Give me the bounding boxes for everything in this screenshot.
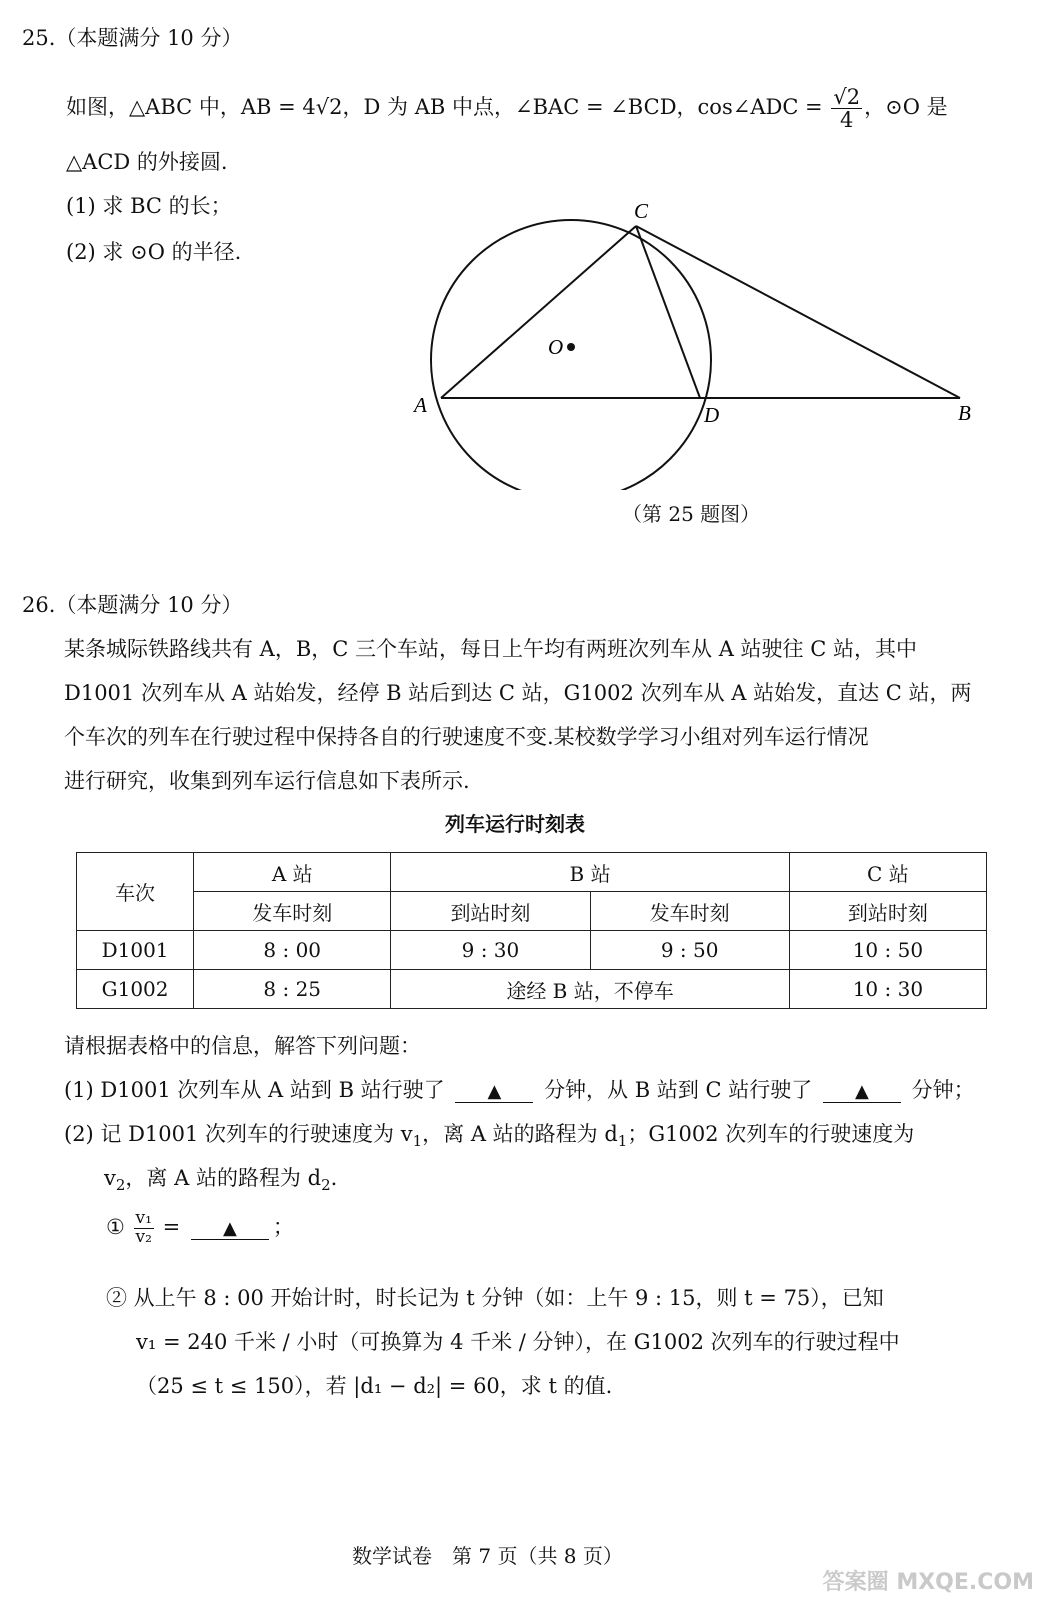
sub-a-depart: 发车时刻 [194, 892, 391, 931]
q25-geometry-figure [400, 190, 1000, 490]
q26-header: 26.（本题满分 10 分） [22, 593, 243, 617]
sub-c-arrive: 到站时刻 [789, 892, 986, 931]
cell-c-arrive: 10 : 30 [789, 970, 986, 1009]
circled-one: ① [106, 1214, 125, 1239]
q26-subpart2-line1: ② 从上午 8 : 00 开始计时，时长记为 t 分钟（如：上午 9 : 15，则 t = 75），已知 [106, 1286, 884, 1310]
q25-header: 25.（本题满分 10 分） [22, 26, 243, 50]
q26-para-line4: 进行研究，收集到列车运行信息如下表所示. [64, 769, 470, 793]
q26-part2-line2 [104, 1162, 337, 1194]
label-a: A [414, 393, 427, 417]
cell-b-depart: 9 : 50 [590, 931, 789, 970]
subscript: 1 [617, 1132, 628, 1151]
speed-ratio-fraction [134, 1210, 154, 1247]
cell-c-arrive: 10 : 50 [789, 931, 986, 970]
q26-part1 [64, 1074, 975, 1104]
timetable-title: 列车运行时刻表 [445, 812, 585, 836]
cell-train: G1002 [77, 970, 194, 1009]
q25-stem-line2: △ACD 的外接圆. [66, 150, 228, 174]
answer-blank [455, 1078, 533, 1103]
q26-intro: 请根据表格中的信息，解答下列问题： [64, 1034, 421, 1058]
ratio-den: v₂ [135, 1226, 152, 1247]
q26-para-line2: D1001 次列车从 A 站始发，经停 B 站后到达 C 站，G1002 次列车从 A 站始发，直达 C 站，两 [64, 681, 972, 705]
subscript: 1 [412, 1132, 423, 1151]
q26-part1-text-c: 分钟； [911, 1078, 975, 1102]
label-b: B [958, 401, 971, 425]
q26-subpart1 [106, 1210, 294, 1247]
table-row [77, 931, 987, 970]
segment-ac [441, 226, 636, 398]
table-row [77, 970, 987, 1009]
q25-part2: (2) 求 ⊙O 的半径. [66, 240, 242, 264]
q25-stem-line1 [66, 86, 948, 131]
q26-part2-text-b: ，离 A 站的路程为 d [422, 1122, 618, 1146]
q26-part1-text-b: 分钟，从 B 站到 C 站行驶了 [544, 1078, 813, 1102]
watermark: 答案圈 MXQE.COM [822, 1570, 1034, 1595]
q26-para-line3: 个车次的列车在行驶过程中保持各自的行驶速度不变.某校数学学习小组对列车运行情况 [64, 725, 869, 749]
cell-b-arrive: 9 : 30 [391, 931, 590, 970]
q26-subpart1-end: ； [272, 1214, 294, 1239]
blank-triangle-icon: ▲ [223, 1217, 237, 1239]
label-c: C [634, 199, 649, 223]
circumcircle-o [431, 220, 711, 490]
blank-triangle-icon: ▲ [855, 1081, 869, 1102]
header-train: 车次 [77, 853, 194, 931]
cell-train: D1001 [77, 931, 194, 970]
segment-cd [636, 226, 700, 398]
q25-cos-fraction [831, 86, 862, 131]
answer-blank [823, 1078, 901, 1103]
center-point-o [567, 343, 575, 351]
page-footer: 数学试卷 第 7 页（共 8 页） [352, 1544, 623, 1568]
q25-stem-text-a: 如图，△ABC 中，AB = 4 [66, 95, 316, 120]
subscript: 2 [115, 1176, 126, 1195]
cell-a-depart: 8 : 25 [194, 970, 391, 1009]
q25-stem-text-b: ，D 为 AB 中点，∠BAC = ∠BCD，cos∠ADC = [342, 95, 823, 120]
q25-stem-text-c: ，⊙O 是 [864, 95, 948, 120]
q25-figure-caption: （第 25 题图） [622, 502, 761, 526]
train-timetable [76, 852, 987, 1009]
answer-blank [191, 1215, 269, 1240]
label-d: D [704, 403, 720, 427]
q26-part2-line1 [64, 1118, 914, 1150]
subscript: 2 [321, 1176, 331, 1195]
q26-part1-text-a: (1) D1001 次列车从 A 站到 B 站行驶了 [64, 1078, 445, 1102]
cell-a-depart: 8 : 00 [194, 931, 391, 970]
q25-frac-num: √2 [833, 85, 861, 109]
q26-part2-text-d: ，离 A 站的路程为 d [125, 1166, 322, 1190]
sub-b-arrive: 到站时刻 [391, 892, 590, 931]
header-station-c: C 站 [789, 853, 986, 892]
q26-para-line1: 某条城际铁路线共有 A，B，C 三个车站，每日上午均有两班次列车从 A 站驶往 C 站，其中 [64, 637, 917, 661]
q25-part1: (1) 求 BC 的长； [66, 194, 232, 218]
q25-stem-sqrt: √2 [315, 95, 343, 120]
blank-triangle-icon: ▲ [487, 1081, 502, 1102]
q25-frac-den: 4 [840, 108, 854, 133]
header-station-a: A 站 [194, 853, 391, 892]
q26-part2-text-e: . [330, 1166, 338, 1190]
header-station-b: B 站 [391, 853, 789, 892]
q26-part2-v2: v [104, 1166, 116, 1190]
sub-b-depart: 发车时刻 [590, 892, 789, 931]
label-o: O [548, 335, 564, 359]
q26-part2-text-a: (2) 记 D1001 次列车的行驶速度为 v [64, 1122, 413, 1146]
segment-cb [636, 226, 960, 398]
ratio-num: v₁ [135, 1208, 152, 1228]
q26-subpart2-line3: （25 ≤ t ≤ 150），若 |d₁ − d₂| = 60，求 t 的值. [136, 1374, 613, 1398]
cell-b-pass: 途经 B 站，不停车 [391, 970, 789, 1009]
q26-part2-text-c: ；G1002 次列车的行驶速度为 [627, 1122, 915, 1146]
q26-subpart2-line2: v₁ = 240 千米 / 小时（可换算为 4 千米 / 分钟），在 G1002 次列车的行驶过程中 [136, 1330, 900, 1354]
equals-sign: = [162, 1214, 181, 1239]
